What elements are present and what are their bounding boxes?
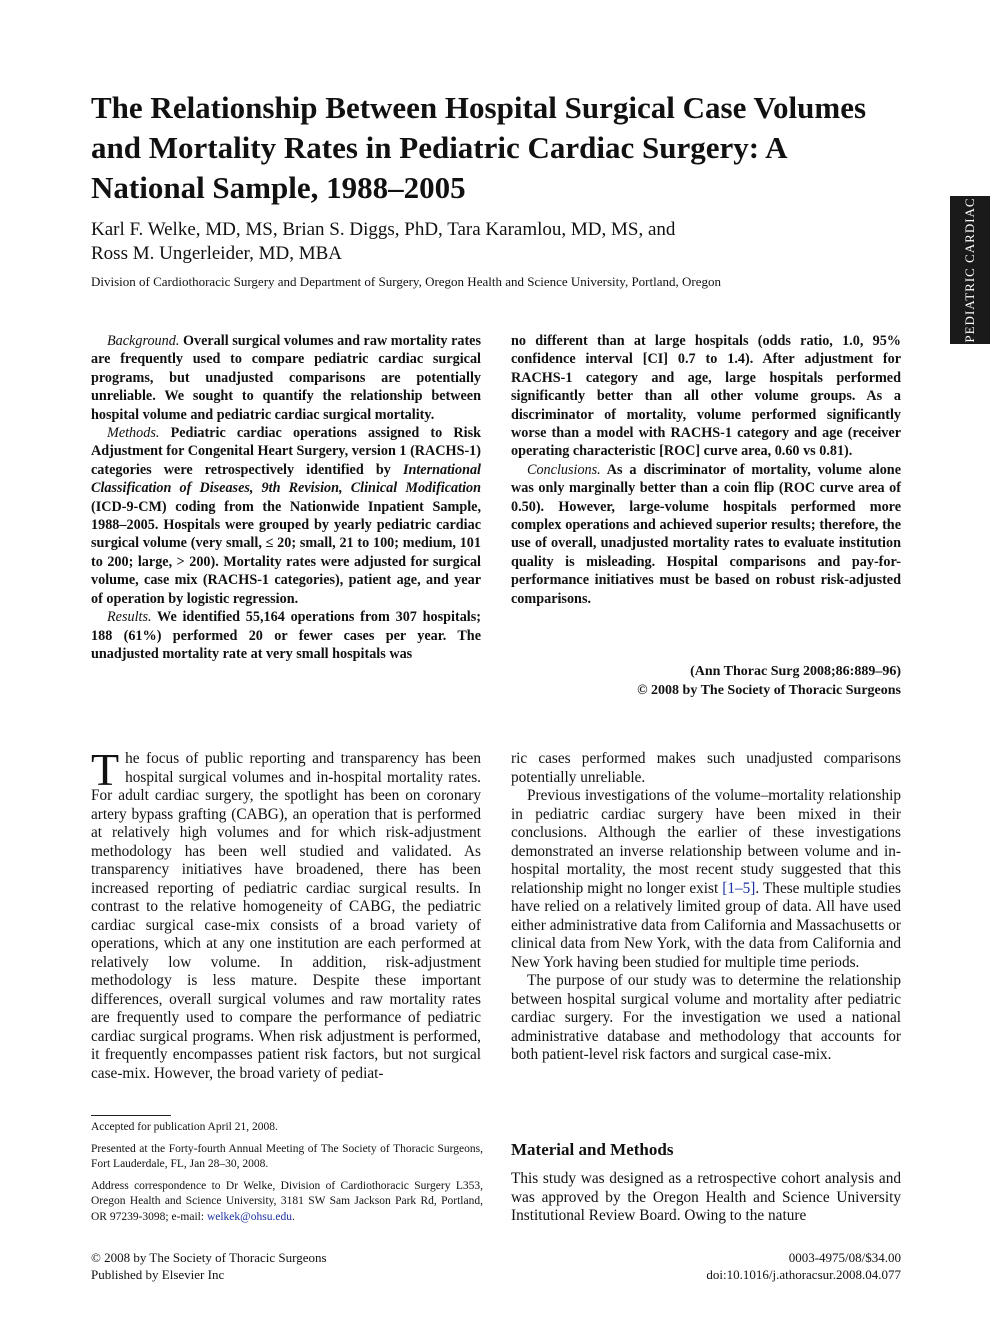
page-footer-right: [560, 1249, 901, 1283]
drop-cap: T: [91, 744, 120, 795]
author-line-1: Karl F. Welke, MD, MS, Brian S. Diggs, PhD, Tara Karamlou, MD, MS, and: [91, 219, 676, 240]
footer-copyright: © 2008 by The Society of Thoracic Surgeons: [91, 1250, 327, 1265]
abstract-methods: Methods. Pediatric cardiac operations assigned to Risk Adjustment for Congenital Heart Surgery, version 1 (RACHS-1) categories were retrospectively identified by International Classification of Diseases, 9th Revision, Clinical Modification (ICD-9-CM) coding from the Nationwide Inpatient Sample, 1988–2005. Hospitals were grouped by yearly pediatric cardiac surgical volume (very small, ≤ 20; small, 21 to 100; medium, 101 to 200; large, > 200). Mortality rates were adjusted for surgical volume, case mix (RACHS-1 categories), patient age, and year of operation by logistic regression.: [91, 425, 481, 607]
abstract-right-column: [511, 332, 901, 608]
abstract-results: Results. We identified 55,164 operations from 307 hospitals; 188 (61%) performed 20 or fewer cases per year. The unadjusted mortality rate at very small hospitals was: [91, 609, 481, 662]
intro-paragraph: The focus of public reporting and transparency has been hospital surgical volumes and in-hospital mortality rates. For adult cardiac surgery, the spotlight has been on coronary artery bypass grafting (CABG), an operation that is performed at relatively high volumes and for which risk-adjustment methodology has been well studied and validated. As transparency initiatives have broadened, there has been increased reporting of pediatric cardiac surgical results. In contrast to the relative homogeneity of CABG, the pediatric cardiac surgical case-mix consists of a broad variety of operations, which at any one institution are each performed at relatively low volume. In addition, risk-adjustment methodology is less mature. Despite these important differences, overall surgical volumes and raw mortality rates are frequently used to compare the performance of pediatric cardiac surgical programs. When risk adjustment is performed, it frequently encompasses patient risk factors, but not surgical case-mix. However, the broad variety of pediat-: [91, 744, 481, 1082]
purpose-paragraph: The purpose of our study was to determine the relationship between hospital surgical volume and mortality after pediatric cardiac surgery. For the investigation we used a national administrative database and methodology that accounts for both patient-level risk factors and surgical case-mix.: [511, 972, 901, 1063]
footnotes: [91, 1120, 483, 1231]
page-footer-left: [91, 1249, 491, 1283]
abstract-background: Background. Overall surgical volumes and raw mortality rates are frequently used to compare pediatric cardiac surgical programs, but unadjusted comparisons are potentially unreliable. We sought to quantify the relationship between hospital volume and pediatric cardiac surgical mortality.: [91, 333, 481, 423]
methods-column: [511, 1170, 901, 1226]
citation-copyright: © 2008 by The Society of Thoracic Surgeons: [637, 683, 901, 698]
article-title: The Relationship Between Hospital Surgical Case Volumes and Mortality Rates in Pediatric Cardiac Surgery: A National Sample, 1988–2005: [91, 90, 867, 205]
journal-citation: [511, 662, 901, 700]
email-link[interactable]: welkek@ohsu.edu: [206, 1210, 292, 1223]
section-side-tab: [950, 196, 990, 344]
abstract-results-continued: no different than at large hospitals (odds ratio, 1.0, 95% confidence interval [CI] 0.7 to 1.4). After adjustment for RACHS-1 category and age, large hospitals performed significantly better than all other volume groups. As a discriminator of mortality, volume performed significantly worse than a model with RACHS-1 category and age (receiver operating characteristic [ROC] curve area, 0.60 vs 0.81).: [511, 333, 901, 460]
footer-doi: doi:10.1016/j.athoracsur.2008.04.077: [706, 1267, 901, 1282]
footer-publisher: Published by Elsevier Inc: [91, 1267, 225, 1282]
footnote-divider: [91, 1115, 171, 1116]
body-right-column: [511, 750, 901, 1065]
previous-investigations-paragraph: Previous investigations of the volume–mortality relationship in pediatric cardiac surgery have been mixed in their conclusions. Although the earlier of these investigations demonstrated an inverse relationship between volume and in-hospital mortality, the most recent study suggested that this relationship might no longer exist [1–5]. These multiple studies have relied on a relatively limited group of data. All have used either administrative data from California and Massachusetts or clinical data from New York, with the data from California and New York having been studied for multiple time periods.: [511, 787, 901, 971]
author-line-2: Ross M. Ungerleider, MD, MBA: [91, 243, 342, 264]
abstract-left-column: [91, 332, 481, 663]
reference-link[interactable]: [1–5]: [722, 879, 756, 897]
intro-paragraph-continued: ric cases performed makes such unadjusted comparisons potentially unreliable.: [511, 750, 901, 786]
affiliation: Division of Cardiothoracic Surgery and Department of Surgery, Oregon Health and Science University, Portland, Oregon: [91, 274, 721, 289]
side-tab-label: PEDIATRIC CARDIAC: [962, 197, 977, 343]
footer-issn: 0003-4975/08/$34.00: [788, 1250, 901, 1265]
footnote-presented: Presented at the Forty-fourth Annual Meeting of The Society of Thoracic Surgeons, Fort Lauderdale, FL, Jan 28–30, 2008.: [91, 1142, 483, 1170]
abstract-conclusions: Conclusions. As a discriminator of mortality, volume alone was only marginally better than a coin flip (ROC curve area of 0.50). However, large-volume hospitals performed more complex operations and achieved superior results; therefore, the use of overall, unadjusted mortality rates to evaluate institution quality is misleading. Hospital comparisons and pay-for-performance initiatives must be based on robust risk-adjusted comparisons.: [511, 461, 901, 607]
footnote-address: Address correspondence to Dr Welke, Division of Cardiothoracic Surgery L353, Oregon Health and Science University, 3181 SW Sam Jackson Park Rd, Portland, OR 97239-3098; e-mail: welkek@ohsu.edu.: [91, 1179, 483, 1223]
body-left-column: [91, 744, 481, 1083]
footnote-accepted: Accepted for publication April 21, 2008.: [91, 1121, 278, 1133]
citation-journal: (Ann Thorac Surg 2008;86:889–96): [690, 664, 901, 679]
methods-paragraph: This study was designed as a retrospective cohort analysis and was approved by the Oregon Health and Science University Institutional Review Board. Owing to the nature: [511, 1170, 901, 1224]
author-list: [91, 218, 891, 266]
section-heading: Material and Methods: [511, 1140, 674, 1159]
